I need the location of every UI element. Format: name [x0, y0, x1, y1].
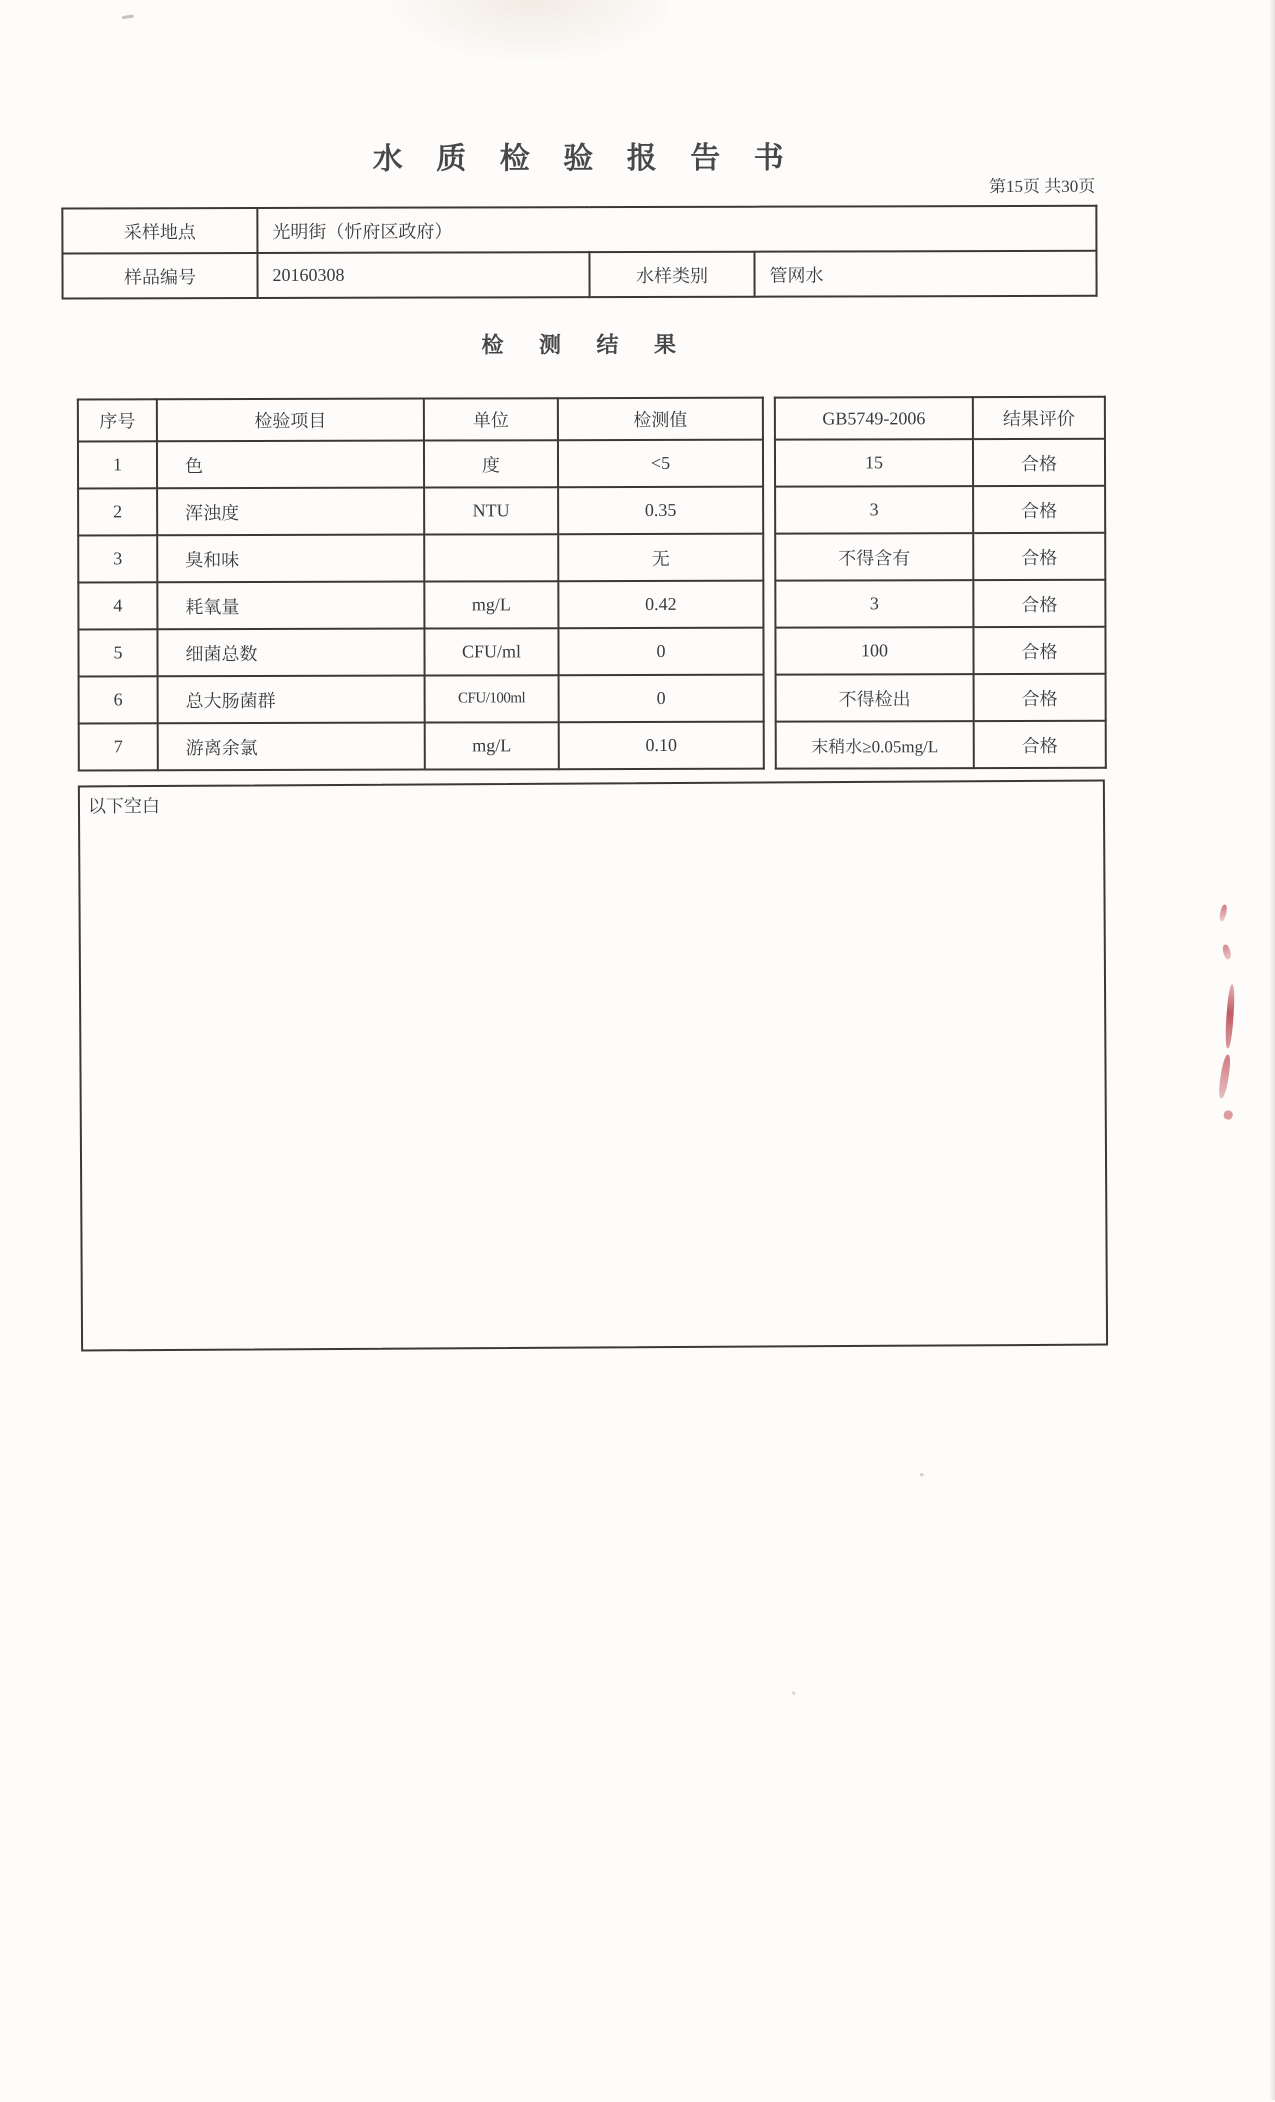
red-ink-mark: [1222, 1109, 1234, 1121]
header-index: 序号: [78, 399, 157, 441]
cell-evaluation: 合格: [974, 721, 1106, 768]
sample-info-table: [61, 205, 1097, 300]
cell-index: 3: [78, 535, 157, 582]
cell-item: 耗氧量: [157, 582, 424, 630]
result-row: [78, 534, 763, 583]
cell-item: 色: [157, 441, 424, 489]
cell-evaluation: 合格: [974, 674, 1106, 721]
cell-measured: 0: [559, 675, 764, 723]
result-row: [78, 581, 763, 630]
header-standard: GB5749-2006: [775, 397, 973, 440]
result-row: [775, 533, 1105, 581]
scan-speck: [920, 1473, 924, 1476]
cell-measured: 0: [558, 628, 763, 676]
water-type-value: 管网水: [754, 251, 1096, 297]
cell-unit: CFU/100ml: [425, 675, 559, 722]
results-table-right: [774, 396, 1107, 770]
cell-unit: CFU/ml: [424, 628, 558, 675]
cell-index: 2: [78, 488, 157, 535]
cell-standard: 末稍水≥0.05mg/L: [776, 721, 974, 769]
cell-standard: 100: [775, 627, 973, 675]
page-title: 水 质 检 验 报 告 书: [372, 141, 797, 176]
header-unit: 单位: [424, 398, 558, 440]
result-row: [775, 627, 1105, 675]
page-number: 第15页 共30页: [989, 176, 1096, 197]
result-row: [775, 439, 1105, 487]
scan-speck: [792, 1692, 795, 1695]
results-header-row: [78, 398, 763, 442]
cell-index: 1: [78, 441, 157, 488]
cell-evaluation: 合格: [973, 580, 1105, 627]
cell-measured: 0.42: [558, 581, 763, 629]
cell-index: 6: [79, 676, 158, 723]
result-row: [79, 675, 764, 724]
cell-item: 总大肠菌群: [158, 676, 425, 724]
sample-location-label: 采样地点: [62, 208, 257, 254]
header-item: 检验项目: [157, 399, 424, 442]
result-row: [776, 674, 1106, 722]
result-row: [775, 580, 1105, 628]
sample-number-label: 样品编号: [62, 253, 257, 299]
cell-standard: 3: [775, 580, 973, 628]
scan-edge-shadow: [1269, 0, 1275, 2100]
cell-unit: [424, 534, 558, 581]
header-measured: 检测值: [558, 398, 763, 441]
blank-remarks-box: [78, 780, 1108, 1352]
result-row: [78, 487, 763, 536]
scan-pencil-dash: [122, 14, 134, 19]
sample-number-value: 20160308: [257, 252, 589, 298]
result-row: [79, 722, 764, 771]
cell-measured: 0.10: [559, 722, 764, 770]
cell-unit: 度: [424, 440, 558, 487]
header-evaluation: 结果评价: [973, 397, 1105, 439]
section-heading: 检 测 结 果: [481, 331, 691, 358]
red-ink-mark: [1217, 1054, 1232, 1099]
cell-evaluation: 合格: [973, 627, 1105, 674]
result-row: [78, 628, 763, 677]
water-type-label: 水样类别: [589, 252, 754, 297]
results-header-row: [775, 397, 1105, 440]
cell-evaluation: 合格: [973, 486, 1105, 533]
cell-evaluation: 合格: [973, 439, 1105, 486]
scan-smudge: [368, 0, 668, 71]
sample-number-row: [62, 251, 1096, 299]
sample-location-value: 光明街（忻府区政府）: [257, 206, 1096, 253]
red-ink-mark: [1224, 984, 1235, 1048]
cell-unit: mg/L: [424, 581, 558, 628]
result-row: [775, 486, 1105, 534]
cell-index: 4: [78, 582, 157, 629]
cell-unit: NTU: [424, 487, 558, 534]
cell-standard: 不得含有: [775, 533, 973, 581]
cell-unit: mg/L: [425, 722, 559, 769]
cell-measured: 0.35: [558, 487, 763, 535]
result-row: [776, 721, 1106, 769]
cell-item: 细菌总数: [157, 629, 424, 677]
sample-location-row: [62, 206, 1096, 254]
cell-item: 臭和味: [157, 535, 424, 583]
result-row: [78, 440, 763, 489]
cell-standard: 不得检出: [776, 674, 974, 722]
cell-standard: 15: [775, 439, 973, 487]
results-table-left: [77, 397, 765, 772]
cell-index: 5: [78, 629, 157, 676]
cell-item: 游离余氯: [158, 723, 425, 771]
cell-measured: 无: [558, 534, 763, 582]
cell-evaluation: 合格: [973, 533, 1105, 580]
red-ink-mark: [1219, 904, 1228, 922]
cell-index: 7: [79, 723, 158, 770]
cell-measured: <5: [558, 440, 763, 488]
blank-note: 以下空白: [87, 795, 161, 817]
red-ink-mark: [1222, 944, 1232, 960]
cell-item: 浑浊度: [157, 488, 424, 536]
cell-standard: 3: [775, 486, 973, 534]
